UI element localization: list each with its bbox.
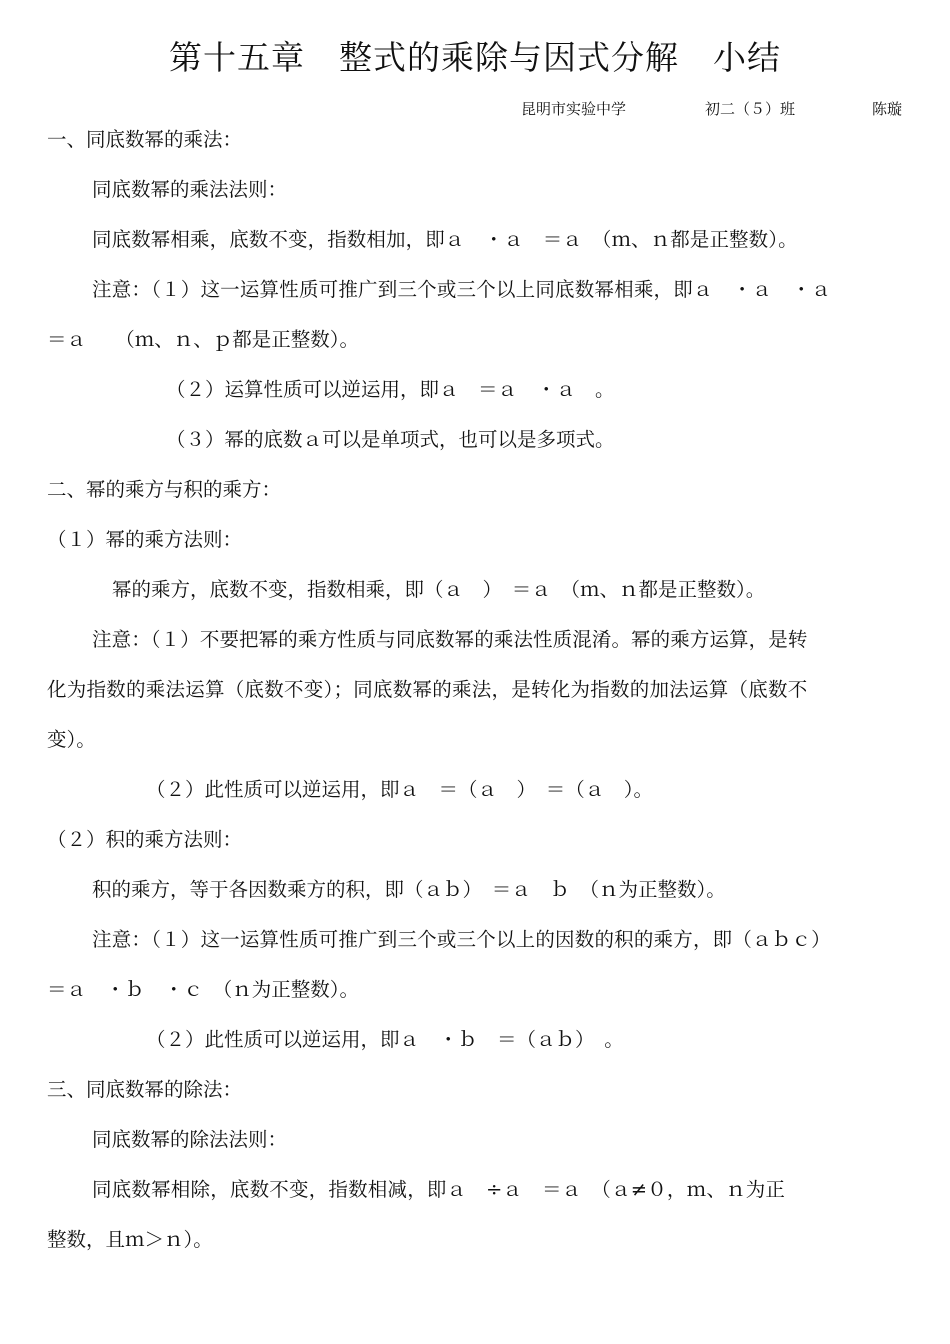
section-heading-2: 二、幂的乘方与积的乘方： xyxy=(47,478,282,501)
subsection-heading: （１）幂的乘方法则： xyxy=(47,528,243,551)
paragraph-line: 化为指数的乘法运算（底数不变）；同底数幂的乘法，是转化为指数的加法运算（底数不 xyxy=(47,678,808,701)
note-item: （２）此性质可以逆运用，即ａ ・ｂ ＝（ａｂ） 。 xyxy=(146,1028,624,1051)
rule-heading: 同底数幂的除法法则： xyxy=(92,1128,288,1151)
rule-heading: 同底数幂的乘法法则： xyxy=(92,178,288,201)
paragraph-line: 注意：（１）这一运算性质可推广到三个或三个以上的因数的积的乘方，即（ａｂｃ） xyxy=(92,928,831,951)
subsection-heading: （２）积的乘方法则： xyxy=(47,828,243,851)
school-name: 昆明市实验中学 xyxy=(521,100,627,118)
page-title: 第十五章 整式的乘除与因式分解 小结 xyxy=(169,38,781,77)
note-item: （２）运算性质可以逆运用，即ａ ＝ａ ・ａ 。 xyxy=(166,378,615,401)
paragraph-line: 注意：（１）这一运算性质可推广到三个或三个以上同底数幂相乘，即ａ ・ａ ・ａ xyxy=(92,278,831,301)
paragraph-line: ＝ａ （ｍ、ｎ、ｐ都是正整数）。 xyxy=(47,328,360,351)
paragraph-line: 变）。 xyxy=(47,728,96,751)
section-heading-1: 一、同底数幂的乘法： xyxy=(47,128,243,151)
note-item: （３）幂的底数ａ可以是单项式，也可以是多项式。 xyxy=(166,428,615,451)
section-heading-3: 三、同底数幂的除法： xyxy=(47,1078,243,1101)
class-name: 初二（５）班 xyxy=(705,100,796,118)
paragraph-line: ＝ａ ・ｂ ・ｃ （ｎ为正整数）。 xyxy=(47,978,360,1001)
paragraph-line: 同底数幂相除，底数不变，指数相减，即ａ ÷ａ ＝ａ （ａ≠０，ｍ、ｎ为正 xyxy=(92,1178,786,1201)
paragraph-line: 注意：（１）不要把幂的乘方性质与同底数幂的乘法性质混淆。幂的乘方运算，是转 xyxy=(92,628,808,651)
paragraph-line: 积的乘方，等于各因数乘方的积，即（ａｂ） ＝ａ ｂ （ｎ为正整数）。 xyxy=(92,878,726,901)
paragraph-line: 幂的乘方，底数不变，指数相乘，即（ａ ） ＝ａ （ｍ、ｎ都是正整数）。 xyxy=(112,578,766,601)
author-name: 陈璇 xyxy=(872,100,903,118)
paragraph-line: 同底数幂相乘，底数不变，指数相加，即ａ ・ａ ＝ａ （ｍ、ｎ都是正整数）。 xyxy=(92,228,798,251)
paragraph-line: 整数，且ｍ＞ｎ）。 xyxy=(47,1228,213,1251)
note-item: （２）此性质可以逆运用，即ａ ＝（ａ ） ＝（ａ ）。 xyxy=(146,778,654,801)
